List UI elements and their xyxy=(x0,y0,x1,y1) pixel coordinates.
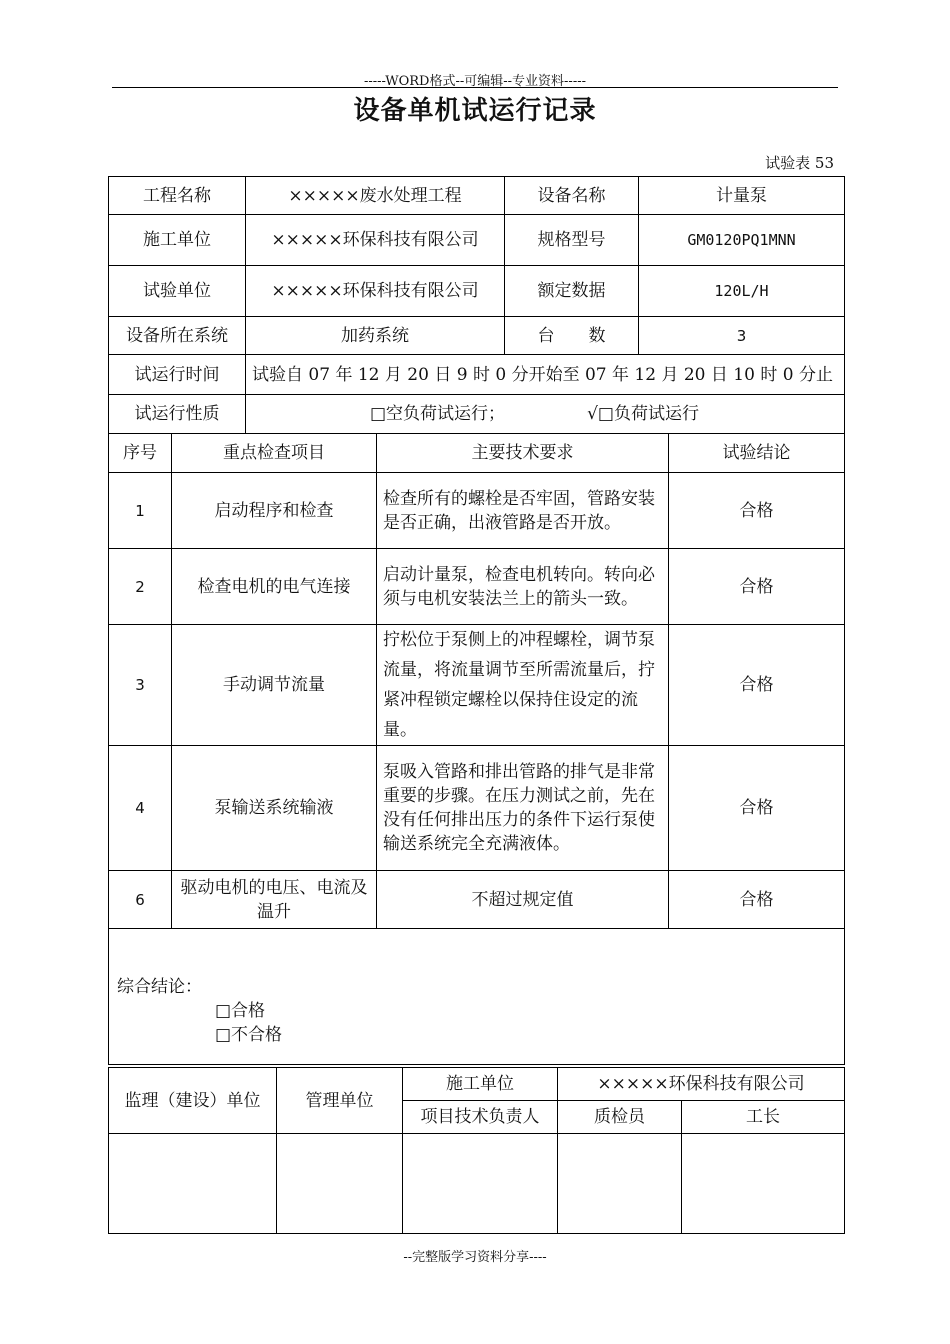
tech-lead-label: 项目技术负责人 xyxy=(403,1101,558,1134)
page-footer: --完整版学习资料分享---- xyxy=(403,1250,547,1265)
qty-label: 台 数 xyxy=(505,317,639,355)
pass-checkbox[interactable]: □合格 xyxy=(215,1001,266,1021)
check-item: 手动调节流量 xyxy=(172,625,377,746)
supervision-label: 监理（建设）单位 xyxy=(109,1068,277,1134)
col-header-item: 重点检查项目 xyxy=(172,434,377,473)
check-requirement: 泵吸入管路和排出管路的排气是非常重要的步骤。在压力测试之前，先在没有任何排出压力的条件下运行泵使输送系统完全充满液体。 xyxy=(377,746,669,871)
table-row xyxy=(109,473,845,549)
check-no: 2 xyxy=(109,549,172,625)
check-requirement: 检查所有的螺栓是否牢固，管路安装是否正确，出液管路是否开放。 xyxy=(377,473,669,549)
header-rule xyxy=(112,87,838,88)
no-load-checkbox[interactable]: □空负荷试运行； xyxy=(370,404,506,424)
info-table xyxy=(108,176,845,434)
load-checkbox[interactable]: √□负荷试运行 xyxy=(587,404,699,424)
management-sign-area[interactable] xyxy=(277,1134,403,1234)
device-label: 设备名称 xyxy=(505,177,639,215)
project-row xyxy=(109,177,845,215)
check-item: 泵输送系统输液 xyxy=(172,746,377,871)
check-no: 1 xyxy=(109,473,172,549)
page-header: -----WORD格式--可编辑--专业资料----- xyxy=(363,74,587,89)
device-value: 计量泵 xyxy=(639,177,845,215)
check-result: 合格 xyxy=(669,473,845,549)
col-header-req: 主要技术要求 xyxy=(377,434,669,473)
test-unit-value: ×××××环保科技有限公司 xyxy=(246,266,505,317)
system-row xyxy=(109,317,845,355)
signature-header-row xyxy=(109,1068,845,1101)
check-result: 合格 xyxy=(669,871,845,929)
form-number: 试验表 53 xyxy=(765,154,834,172)
qty-value: 3 xyxy=(639,317,845,355)
rated-label: 额定数据 xyxy=(505,266,639,317)
check-item: 启动程序和检查 xyxy=(172,473,377,549)
time-label: 试运行时间 xyxy=(109,355,246,395)
table-row xyxy=(109,549,845,625)
model-label: 规格型号 xyxy=(505,215,639,266)
check-result: 合格 xyxy=(669,746,845,871)
col-header-no: 序号 xyxy=(109,434,172,473)
nature-label: 试运行性质 xyxy=(109,395,246,434)
summary-label: 综合结论： xyxy=(117,977,202,997)
signature-blank-row xyxy=(109,1134,845,1234)
document-title: 设备单机试运行记录 xyxy=(353,96,597,126)
check-result: 合格 xyxy=(669,549,845,625)
sig-contractor-value: ×××××环保科技有限公司 xyxy=(558,1068,845,1101)
summary-cell xyxy=(109,929,845,1065)
table-row xyxy=(109,625,845,746)
project-label: 工程名称 xyxy=(109,177,246,215)
check-item: 驱动电机的电压、电流及温升 xyxy=(172,871,377,929)
project-value: ×××××废水处理工程 xyxy=(246,177,505,215)
nature-options xyxy=(246,395,845,434)
supervision-sign-area[interactable] xyxy=(109,1134,277,1234)
time-row xyxy=(109,355,845,395)
col-header-result: 试验结论 xyxy=(669,434,845,473)
test-unit-row xyxy=(109,266,845,317)
check-result: 合格 xyxy=(669,625,845,746)
check-no: 3 xyxy=(109,625,172,746)
nature-row xyxy=(109,395,845,434)
signature-table xyxy=(108,1067,845,1234)
contractor-label: 施工单位 xyxy=(109,215,246,266)
foreman-sign-area[interactable] xyxy=(682,1134,845,1234)
foreman-label: 工长 xyxy=(682,1101,845,1134)
table-row xyxy=(109,746,845,871)
check-requirement: 启动计量泵，检查电机转向。转向必须与电机安装法兰上的箭头一致。 xyxy=(377,549,669,625)
contractor-row xyxy=(109,215,845,266)
sig-contractor-label: 施工单位 xyxy=(403,1068,558,1101)
test-unit-label: 试验单位 xyxy=(109,266,246,317)
tech-lead-sign-area[interactable] xyxy=(403,1134,558,1234)
time-value: 试验自 07 年 12 月 20 日 9 时 0 分开始至 07 年 12 月 20 日 10 时 0 分止 xyxy=(246,355,845,395)
check-requirement: 拧松位于泵侧上的冲程螺栓，调节泵流量，将流量调节至所需流量后，拧紧冲程锁定螺栓以保持住设定的流量。 xyxy=(377,625,669,746)
checks-header-row xyxy=(109,434,845,473)
fail-checkbox[interactable]: □不合格 xyxy=(215,1025,283,1045)
model-value: GM0120PQ1MNN xyxy=(639,215,845,266)
rated-value: 120L/H xyxy=(639,266,845,317)
inspector-label: 质检员 xyxy=(558,1101,682,1134)
check-requirement: 不超过规定值 xyxy=(377,871,669,929)
check-no: 6 xyxy=(109,871,172,929)
check-no: 4 xyxy=(109,746,172,871)
checks-table xyxy=(108,433,845,1065)
check-item: 检查电机的电气连接 xyxy=(172,549,377,625)
summary-row xyxy=(109,929,845,1065)
system-value: 加药系统 xyxy=(246,317,505,355)
management-label: 管理单位 xyxy=(277,1068,403,1134)
contractor-value: ×××××环保科技有限公司 xyxy=(246,215,505,266)
inspector-sign-area[interactable] xyxy=(558,1134,682,1234)
table-row xyxy=(109,871,845,929)
system-label: 设备所在系统 xyxy=(109,317,246,355)
